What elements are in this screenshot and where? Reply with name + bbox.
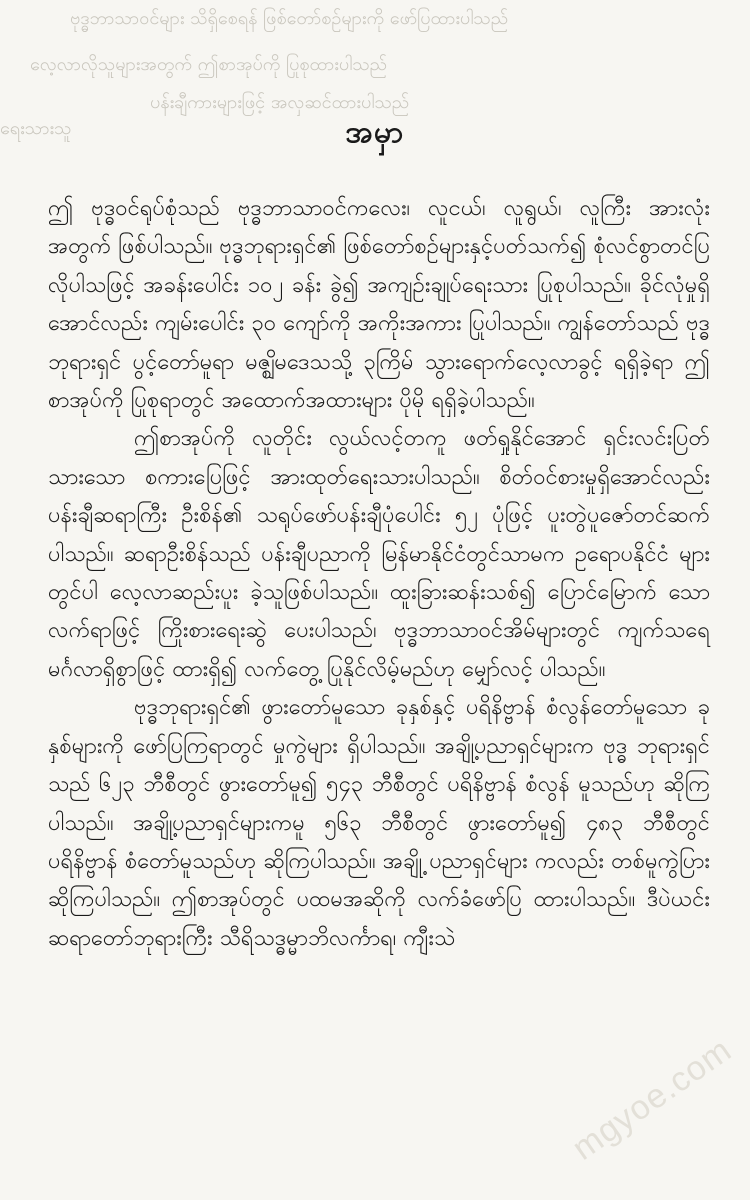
bleed-line: ပန်းချီကားများဖြင့် အလှဆင်ထားပါသည် xyxy=(150,92,410,113)
page-heading: အမှာ xyxy=(345,115,405,150)
bleed-line: ရေးသားသူ xyxy=(0,118,72,139)
bleed-line: ဗုဒ္ဓဘာသာဝင်များ သိရှိစေရန် ဖြစ်တော်စဉ်များကို ဖော်ပြထားပါသည် xyxy=(70,8,509,29)
paragraph-3: ဗုဒ္ဓဘုရားရှင်၏ ဖွားတော်မူသော ခုနှစ်နှင့် ပရိနိဗ္ဗာန် စံလွန်တော်မူသော ခုနှစ်များကို ဖော်ပြကြရာတွင် မှုကွဲများ ရှိပါသည်။ အချို့ပညာရှင်များက ဗုဒ္ဓ ဘုရားရှင်သည် ၆၂၃ ဘီစီတွင် ဖွားတော်မူ၍ ၅၄၃ ဘီစီတွင် ပရိနိဗ္ဗာန် စံလွန် မူသည်ဟု ဆိုကြပါသည်။ အချို့ပညာရှင်များကမူ ၅၆၃ ဘီစီတွင် ဖွားတော်မူ၍ ၄၈၃ ဘီစီတွင် ပရိနိဗ္ဗာန် စံတော်မူသည်ဟု ဆိုကြပါသည်။ အချို့ ပညာရှင်များ ကလည်း တစ်မူကွဲပြား ဆိုကြပါသည်။ ဤစာအုပ်တွင် ပထမအဆိုကို လက်ခံဖော်ပြ ထားပါသည်။ ဒီပဲယင်းဆရာတော်ဘုရားကြီး သီရိသဒ္ဓမ္မာဘိလင်္ကာရ၊ ကျီးသဲ xyxy=(48,695,710,951)
bleed-line: လေ့လာလိုသူများအတွက် ဤစာအုပ်ကို ပြုစုထားပါသည် xyxy=(30,54,388,75)
foreword-body xyxy=(48,190,710,958)
watermark-text: mgyoe.com xyxy=(565,1030,739,1168)
paragraph-1: ဤ ဗုဒ္ဓဝင်ရုပ်စုံသည် ဗုဒ္ဓဘာသာဝင်ကလေး၊ လူငယ်၊ လူရွယ်၊ လူကြီး အားလုံး အတွက် ဖြစ်ပါသည်။ ဗုဒ္ဓဘုရားရှင်၏ ဖြစ်တော်စဉ်များနှင့်ပတ်သက်၍ စုံလင်စွာတင်ပြလိုပါသဖြင့် အခန်းပေါင်း ၁၀၂ ခန်း ခွဲ၍ အကျဉ်းချုပ်ရေးသား ပြုစုပါသည်။ ခိုင်လုံမှုရှိအောင်လည်း ကျမ်းပေါင်း ၃၀ ကျော်ကို အကိုးအကား ပြုပါသည်။ ကျွန်တော်သည် ဗုဒ္ဓဘုရားရှင် ပွင့်တော်မူရာ မဇ္ဈိမဒေသသို့ ၃ကြိမ် သွားရောက်လေ့လာခွင့် ရရှိခဲ့ရာ ဤစာအုပ်ကို ပြုစုရာတွင် အထောက်အထားများ ပိုမို ရရှိခဲ့ပါသည်။ xyxy=(48,196,710,414)
paragraph-2: ဤစာအုပ်ကို လူတိုင်း လွယ်လင့်တကူ ဖတ်ရှုနိုင်အောင် ရှင်းလင်းပြတ် သားသော စကားပြေဖြင့် အားထုတ်ရေးသားပါသည်။ စိတ်ဝင်စားမှုရှိအောင်လည်း ပန်းချီဆရာကြီး ဦးစိန်၏ သရုပ်ဖော်ပန်းချီပုံပေါင်း ၅၂ ပုံဖြင့် ပူးတွဲပူဇော်တင်ဆက် ပါသည်။ ဆရာဦးစိန်သည် ပန်းချီပညာကို မြန်မာနိုင်ငံတွင်သာမက ဥရောပနိုင်ငံ များတွင်ပါ လေ့လာဆည်းပူး ခဲ့သူဖြစ်ပါသည်။ ထူးခြားဆန်းသစ်၍ ပြောင်မြောက် သော လက်ရာဖြင့် ကြိုးစားရေးဆွဲ ပေးပါသည်၊ ဗုဒ္ဓဘာသာဝင်အိမ်များတွင် ကျက်သရေမင်္ဂလာရှိစွာဖြင့် ထားရှိ၍ လက်တွေ့ ပြုနိုင်လိမ့်မည်ဟု မျှော်လင့် ပါသည်။ xyxy=(48,426,710,682)
